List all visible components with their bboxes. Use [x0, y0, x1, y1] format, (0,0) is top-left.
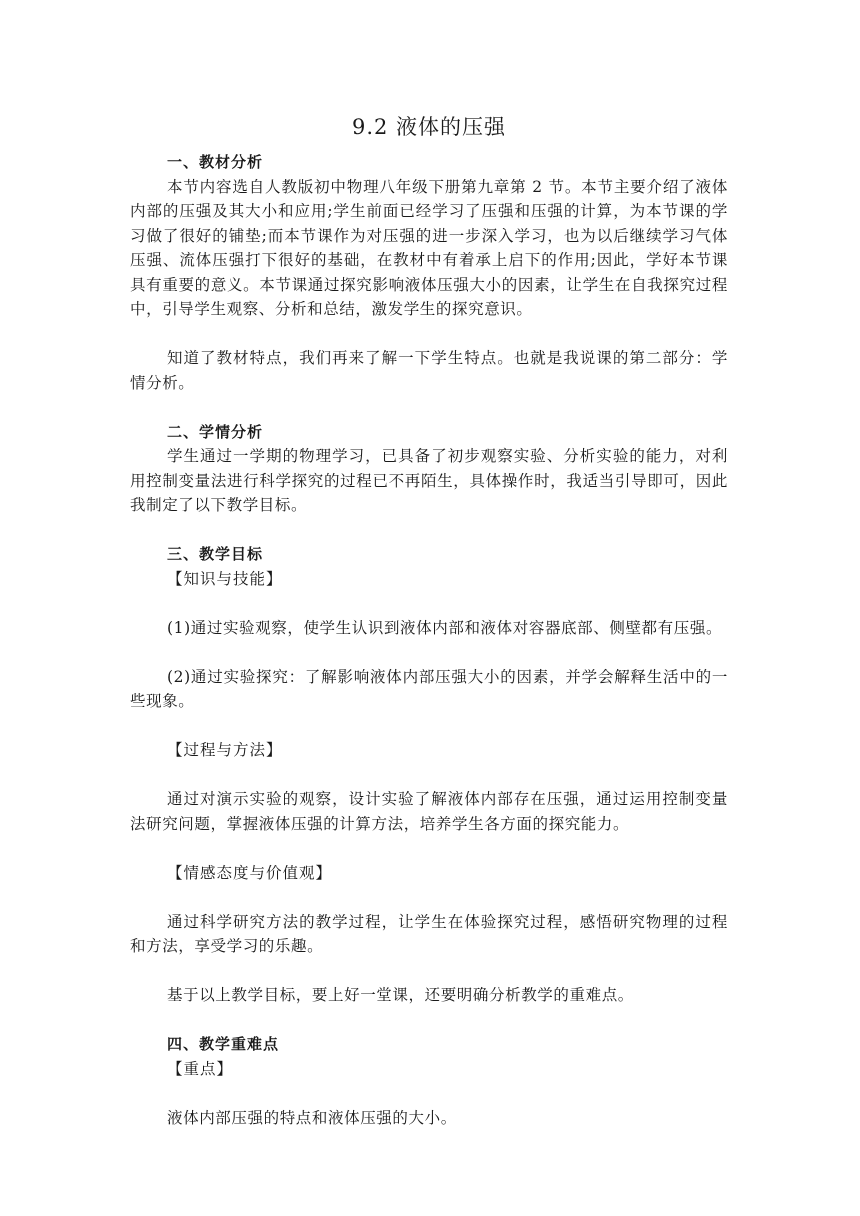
- paragraph: 液体内部压强的特点和液体压强的大小。: [167, 1108, 457, 1127]
- subheading-knowledge-skills: 【知识与技能】: [167, 569, 283, 588]
- paragraph: 基于以上教学目标，要上好一堂课，还要明确分析教学的重难点。: [167, 986, 634, 1004]
- paragraph: 通过对演示实验的观察，设计实验了解液体内部存在压强，通过运用控制变量法研究问题，掌握液体压强的计算方法，培养学生各方面的探究能力。: [130, 790, 728, 833]
- paragraph: 知道了教材特点，我们再来了解一下学生特点。也就是我说课的第二部分：学情分析。: [130, 349, 728, 392]
- spacer: [130, 714, 728, 739]
- document-page: [130, 112, 728, 1130]
- spacer: [130, 518, 728, 543]
- spacer: [130, 640, 728, 665]
- spacer: [130, 1008, 728, 1033]
- spacer: [130, 1081, 728, 1106]
- spacer: [130, 591, 728, 616]
- paragraph: 本节内容选自人教版初中物理八年级下册第九章第 2 节。本节主要介绍了液体内部的压强及其大小和应用;学生前面已经学习了压强和压强的计算，为本节课的学习做了很好的铺垫;而本节课作为对压强的进一步深入学习，也为以后继续学习气体压强、流体压强打下很好的基础，在教材中有着承上启下的作用;因此，学好本节课具有重要的意义。本节课通过探究影响液体压强大小的因素，让学生在自我探究过程中，引导学生观察、分析和总结，激发学生的探究意识。: [130, 177, 728, 318]
- spacer: [130, 322, 728, 347]
- paragraph: 学生通过一学期的物理学习，已具备了初步观察实验、分析实验的能力，对利用控制变量法进行科学探究的过程已不再陌生，具体操作时，我适当引导即可，因此我制定了以下教学目标。: [130, 447, 728, 514]
- section-heading-teaching-goals: 三、教学目标: [167, 545, 264, 563]
- paragraph: 通过科学研究方法的教学过程，让学生在体验探究过程，感悟研究物理的过程和方法，享受学习的乐趣。: [130, 912, 728, 955]
- section-heading-textbook-analysis: 一、教材分析: [167, 153, 264, 171]
- spacer: [130, 959, 728, 984]
- spacer: [130, 885, 728, 910]
- spacer: [130, 763, 728, 788]
- paragraph: (1)通过实验观察，使学生认识到液体内部和液体对容器底部、侧壁都有压强。: [167, 618, 723, 637]
- section-heading-student-analysis: 二、学情分析: [167, 422, 264, 441]
- document-title: 9.2 液体的压强: [351, 115, 507, 139]
- spacer: [130, 395, 728, 420]
- paragraph: (2)通过实验探究：了解影响液体内部压强大小的因素，并学会解释生活中的一些现象。: [130, 667, 728, 710]
- subheading-process-methods: 【过程与方法】: [167, 741, 283, 759]
- section-heading-key-difficult-points: 四、教学重难点: [167, 1035, 280, 1053]
- spacer: [130, 836, 728, 861]
- subheading-attitude-values: 【情感态度与价值观】: [167, 863, 333, 882]
- subheading-key-points: 【重点】: [167, 1059, 234, 1078]
